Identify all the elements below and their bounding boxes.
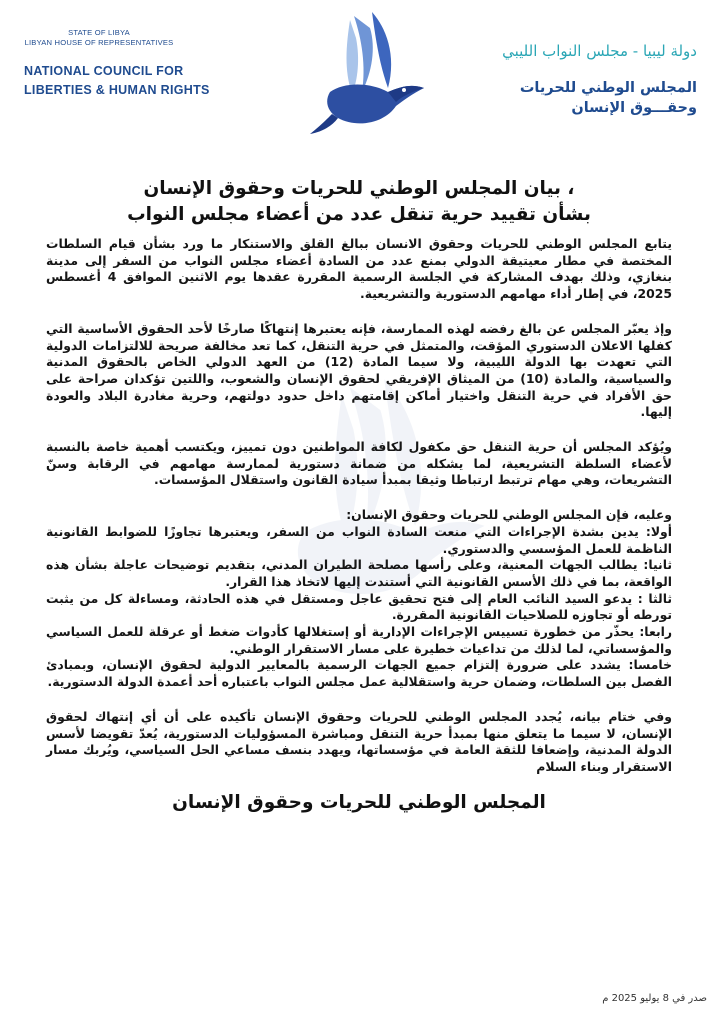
issue-date: صدر في 8 يوليو 2025 م [602, 993, 707, 1004]
paragraph-2: وإذ يعبّر المجلس عن بالغ رفضه لهذه الممارسة، فإنه يعتبرها إنتهاكًا صارخًا لأحد الحقوق الأساسية التي كفلها الاعلان الدستوري المؤقت، والمتمثل في حرية التنقل، كما تعد مخالفة صريحة للالتزامات الدولية التي تعهدت بها الدولة الليبية، ولا سيما المادة (12) من العهد الدولي الخاص بالحقوق المدنية والسياسية، والمادة (10) من الميثاق الإفريقي لحقوق الإنسان والشعوب، واللتين تؤكدان صراحة على حق الأفراد في حرية التنقل واختيار أماكن إقامتهم داخل حدود دولتهم، وحرية مغادرة البلاد والعودة إليها. [46, 320, 673, 420]
arabic-letterhead [477, 40, 697, 118]
state-of-libya-ar-label: دولة ليبيا - مجلس النواب الليبي [502, 42, 697, 60]
resolution-first: أولا: يدين بشدة الإجراءات التي منعت السادة النواب من السفر، ويعتبرها تجاوزًا للضوابط القانونية الناظمة للعمل المؤسسي والدستوري. [46, 523, 672, 556]
council-name-en-line2: LIBERTIES & HUMAN RIGHTS [24, 83, 210, 97]
closing-paragraph: وفي ختام بيانه، يُجدد المجلس الوطني للحريات وحقوق الإنسان تأكيده على أن أي إنتهاك لحقوق الإنسان، لا سيما ما يتعلق منها بمبدأ حرية التنقل ومباشرة المسؤوليات الدستورية، يُعدّ تقويضا لأسس الدولة المدنية، وإضعافا للثقة العامة في مؤسساتها، ويهدد بنسف مساعي الحل السياسي، ويُربك مسار الاستقرار وبناء السلام [46, 708, 672, 774]
statement-body [46, 176, 672, 816]
signature: المجلس الوطني للحريات وحقوق الإنسان [172, 791, 546, 813]
statement-title: ، بيان المجلس الوطني للحريات وحقوق الإنسان [143, 178, 575, 199]
english-letterhead [24, 28, 224, 100]
resolution-second: ثانيا: يطالب الجهات المعنية، وعلى رأسها مصلحة الطيران المدني، بتقديم توضيحات عاجلة بشأن هذه الواقعة، بما في ذلك الأسس القانونية التي أستندت إليها لاتخاذ هذا القرار. [46, 557, 672, 589]
letterhead [0, 0, 725, 150]
dove-logo-icon [292, 6, 432, 138]
paragraph-1: يتابع المجلس الوطني للحريات وحقوق الانسان ببالغ القلق والاستنكار ما ورد بشأن قيام السلطات المختصة في مطار معيتيقة الدولي بمنع عدد من السادة أعضاء مجلس النواب من السفر إلى مدينة بنغازي، وذلك بهدف المشاركة في الجلسة الرسمية المقررة عقدها يوم الاثنين الموافق 4 أغسطس 2025، في إطار أداء مهامهم الدستورية والتشريعية. [46, 236, 672, 302]
paragraph-3: ويُؤكد المجلس أن حرية التنقل حق مكفول لكافة المواطنين دون تمييز، ويكتسب أهمية خاصة بالنسبة لأعضاء السلطة التشريعية، لما يشكله من ضمانة دستورية لممارسة مهامهم في الرقابة وسنّ التشريعات، وهي مهام ترتبط ارتباطا وثيقا بمبدأ سيادة القانون واستقلال المؤسسات. [46, 439, 672, 488]
resolution-fifth: خامسا: يشدد على ضرورة إلتزام جميع الجهات الرسمية بالمعايير الدولية لحقوق الإنسان، وبمبادئ الفصل بين السلطات، وضمان حرية واستقلالية عمل مجلس النواب باعتباره أحد أعمدة الدولة الدستورية. [46, 657, 672, 690]
council-name-en-line1: NATIONAL COUNCIL FOR [24, 64, 184, 78]
council-name-ar-line1: المجلس الوطني للحريات [519, 80, 697, 96]
resolution-third: ثالثا : يدعو السيد النائب العام إلى فتح تحقيق عاجل ومستقل في هذه الحادثة، ومساءلة كل من يثبت تورطه أو تجاوزه للصلاحيات القانونية المقررة. [46, 590, 672, 623]
statement-subtitle: بشأن تقييد حرية تنقل عدد من أعضاء مجلس النواب [127, 204, 591, 225]
council-name-ar-line2: وحقـــوق الإنسان [571, 100, 697, 116]
house-of-representatives-label: LIBYAN HOUSE OF REPRESENTATIVES [24, 38, 174, 47]
resolutions-intro: وعليه، فإن المجلس الوطني للحريات وحقوق الإنسان: [346, 507, 672, 523]
resolution-fourth: رابعا: يحذّر من خطورة تسييس الإجراءات الإدارية أو إستغلالها كأدوات ضغط أو عرقلة للعمل السياسي والمؤسساتي، لما لذلك من تداعيات خطيرة على مسار الاستقرار الوطني. [46, 624, 672, 656]
state-of-libya-label: STATE OF LIBYA [68, 28, 130, 37]
